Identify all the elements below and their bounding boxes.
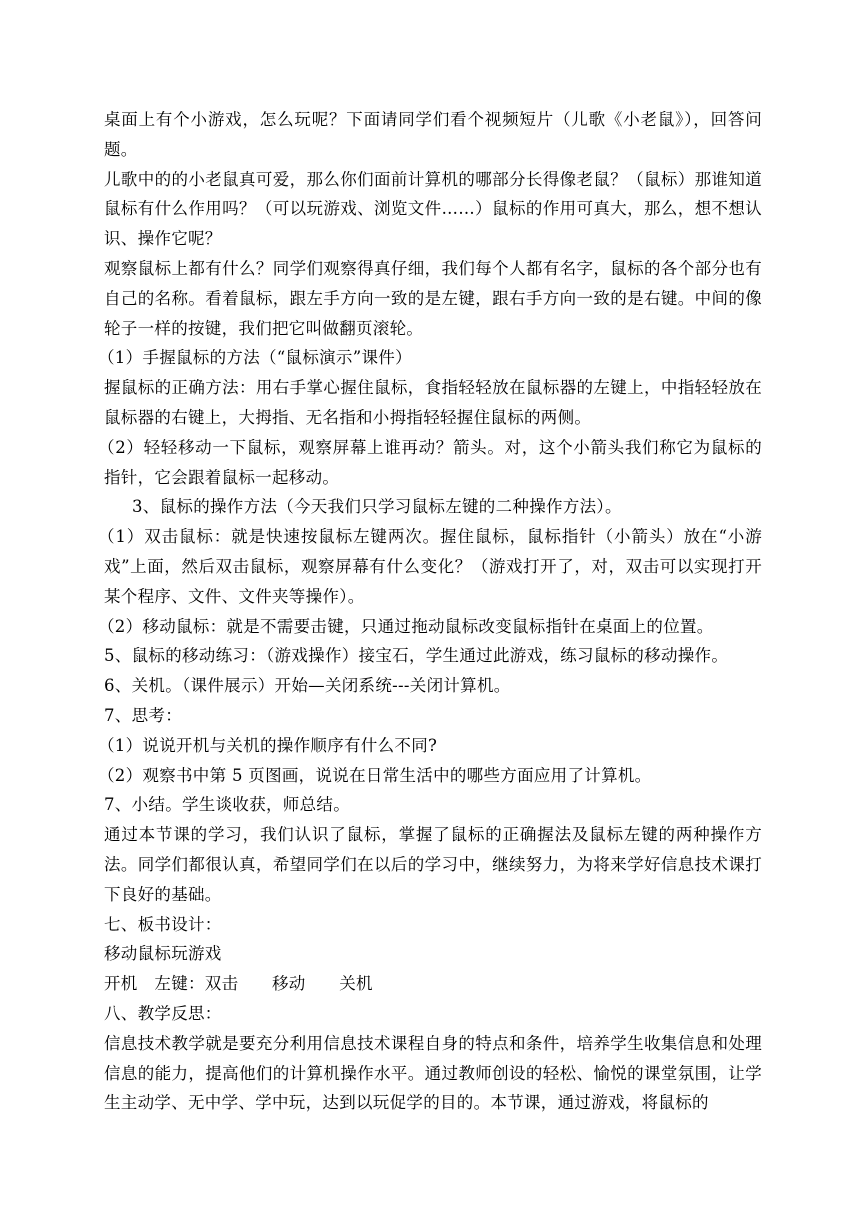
step-move-pointer: （2）移动鼠标：就是不需要击键，只通过拖动鼠标改变鼠标指针在桌面上的位置。 — [98, 616, 714, 636]
heading-board-design: 七、板书设计： — [104, 914, 222, 934]
paragraph-correct-grip: 握鼠标的正确方法：用右手掌心握住鼠标，食指轻轻放在鼠标器的左键上，中指轻轻放在鼠标器的右键上，大拇指、无名指和小拇指轻轻握住鼠标的两侧。 — [104, 378, 762, 427]
section-move-practice: 5、鼠标的移动练习：（游戏操作）接宝石，学生通过此游戏，练习鼠标的移动操作。 — [104, 646, 729, 666]
think-question-2: （2）观察书中第 5 页图画，说说在日常生活中的哪些方面应用了计算机。 — [98, 765, 652, 785]
paragraph-video-intro: 桌面上有个小游戏，怎么玩呢？下面请同学们看个视频短片（儿歌《小老鼠》），回答问题。 — [104, 110, 762, 159]
board-title: 移动鼠标玩游戏 — [104, 944, 222, 964]
step-move-mouse: （2）轻轻移动一下鼠标，观察屏幕上谁再动？箭头。对，这个小箭头我们称它为鼠标的指针，它会跟着鼠标一起移动。 — [98, 437, 762, 487]
section-mouse-operations: 3、鼠标的操作方法（今天我们只学习鼠标左键的二种操作方法）。 — [132, 497, 622, 517]
step-hold-mouse: （1）手握鼠标的方法（“鼠标演示”课件） — [98, 348, 412, 368]
section-summary: 7、小结。学生谈收获，师总结。 — [104, 795, 350, 815]
heading-reflection: 八、教学反思： — [104, 1003, 222, 1023]
paragraph-summary-text: 通过本节课的学习，我们认识了鼠标，掌握了鼠标的正确握法及鼠标左键的两种操作方法。同学们都很认真，希望同学们在以后的学习中，继续努力，为将来学好信息技术课打下良好的基础。 — [104, 825, 762, 904]
section-shutdown: 6、关机。（课件展示）开始—关闭系统---关闭计算机。 — [104, 676, 511, 696]
paragraph-reflection: 信息技术教学就是要充分利用信息技术课程自身的特点和条件，培养学生收集信息和处理信息的能力，提高他们的计算机操作水平。通过教师创设的轻松、愉悦的课堂氛围，让学生主动学、无中学、学中玩，达到以玩促学的目的。本节课，通过游戏，将鼠标的 — [104, 1033, 762, 1113]
paragraph-mouse-question: 儿歌中的的小老鼠真可爱，那么你们面前计算机的哪部分长得像老鼠？（鼠标）那谁知道鼠标有什么作用吗？（可以玩游戏、浏览文件……）鼠标的作用可真大，那么，想不想认识、操作它呢？ — [104, 169, 762, 249]
document-body — [98, 105, 762, 1118]
think-question-1: （1）说说开机与关机的操作顺序有什么不同? — [98, 735, 438, 755]
paragraph-mouse-parts: 观察鼠标上都有什么？同学们观察得真仔细，我们每个人都有名字，鼠标的各个部分也有自己的名称。看着鼠标，跟左手方向一致的是左键，跟右手方向一致的是右键。中间的像轮子一样的按键，我们把它叫做翻页滚轮。 — [104, 258, 762, 338]
step-double-click: （1）双击鼠标：就是快速按鼠标左键两次。握住鼠标，鼠标指针（小箭头）放在“小游戏”上面，然后双击鼠标，观察屏幕有什么变化？（游戏打开了，对，双击可以实现打开某个程序、文件、文件夹等操作）。 — [98, 527, 762, 606]
board-keywords: 开机 左键：双击 移动 关机 — [104, 974, 373, 994]
section-think: 7、思考： — [104, 705, 182, 725]
